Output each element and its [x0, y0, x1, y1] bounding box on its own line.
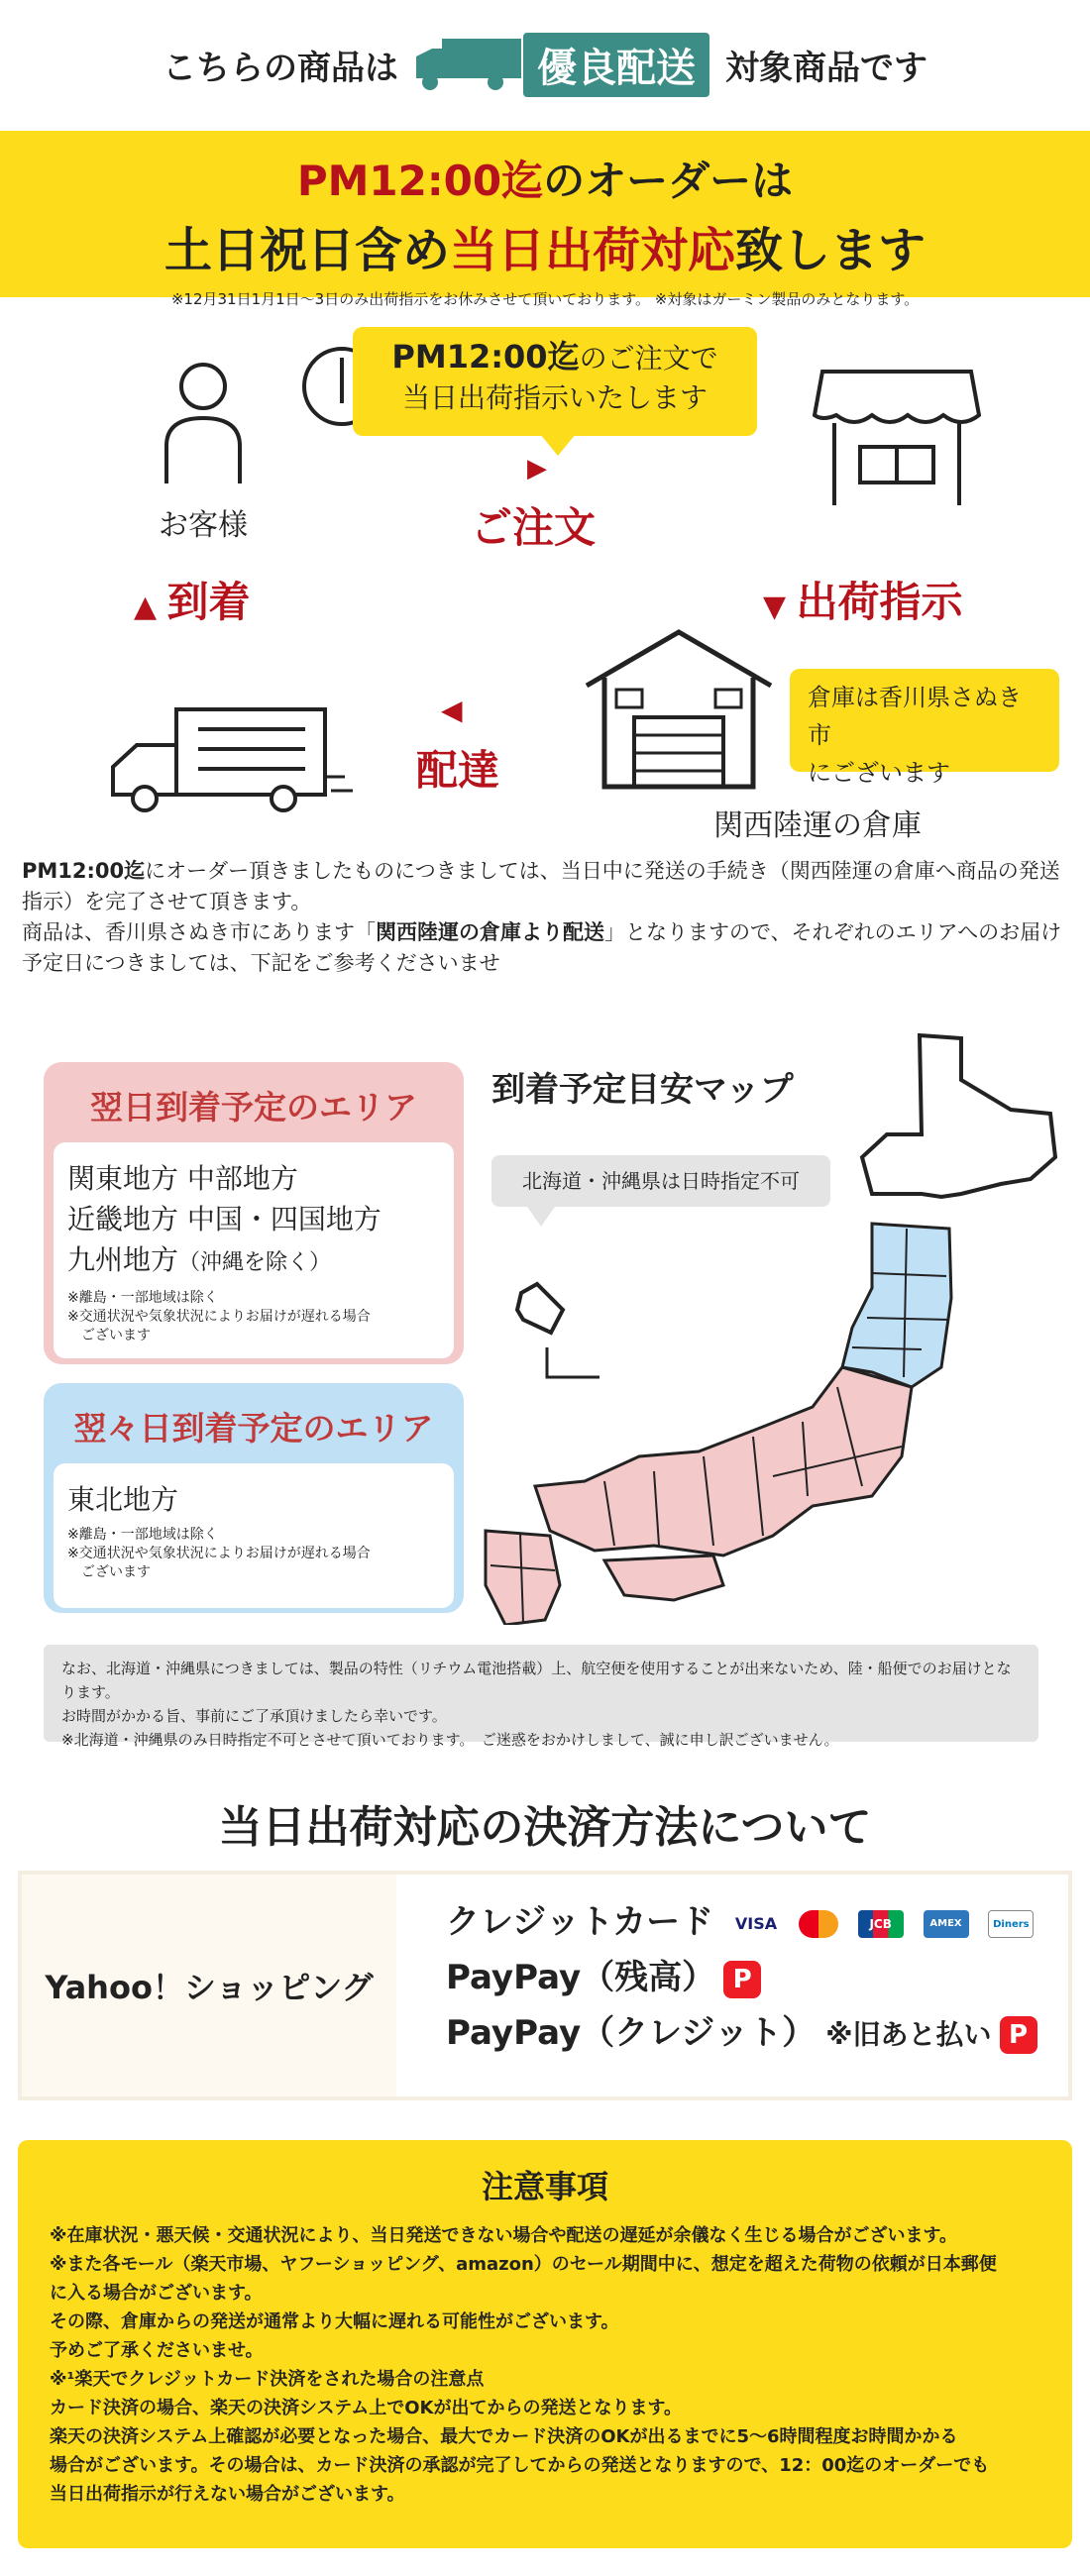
customer-icon — [159, 357, 248, 485]
amex-icon: AMEX — [924, 1910, 969, 1938]
banner-l2b: 致します — [735, 223, 926, 278]
ship-instr-label: ▼ 出荷指示 — [763, 578, 963, 626]
jcb-icon: JCB — [858, 1910, 904, 1938]
next-day-title: 翌日到着予定のエリア — [90, 1088, 417, 1127]
note-line: に入る場合がございます。 — [50, 2283, 263, 2304]
order-bubble: PM12:00迄のご注文で 当日出荷指示いたします — [353, 327, 757, 436]
day-after-title: 翌々日到着予定のエリア — [73, 1409, 434, 1448]
japan-map — [476, 1030, 1070, 1625]
header-suffix: 対象商品です — [725, 48, 927, 88]
shikoku-region — [604, 1556, 723, 1600]
tohoku-region — [842, 1224, 951, 1387]
map-bubble: 北海道・沖縄県は日時指定不可 — [491, 1155, 830, 1207]
banner-note: ※12月31日1月1日〜3日のみ出荷指示をお休みさせて頂いております。 ※対象はガーミン製品のみとなります。 — [170, 290, 920, 308]
payment-paypay-balance: PayPay（残高） P — [446, 1950, 1037, 2005]
order-arrow-icon: ▶ — [527, 454, 547, 483]
note-line: 楽天の決済システム上確認が必要となった場合、最大でカード決済のOKが出るまでに5〜6時間程度お時間かかる — [50, 2426, 958, 2447]
remark-box: なお、北海道・沖縄県につきましては、製品の特性（リチウム電池搭載）上、航空便を使用することが出来ないため、陸・船便でのお届けとなります。 お時間がかかる旨、事前にご了承頂けましたら幸いです。 ※北海道・沖縄県のみ日時指定不可とさせて頂いております。 ご迷惑をおかけしまして、誠に申し訳ございません。 — [44, 1645, 1038, 1742]
notes-title: 注意事項 — [481, 2168, 608, 2205]
delivery-badge — [414, 33, 709, 97]
banner-l1-rest: のオーダーは — [543, 157, 794, 205]
payment-paypay-credit: PayPay（クレジット） ※旧あと払い P — [446, 2005, 1037, 2063]
note-line: ※また各モール（楽天市場、ヤフーショッピング、amazon）のセール期間中に、想定を超えた荷物の依頼が日本郵便 — [50, 2254, 997, 2275]
delivery-truck-icon — [107, 705, 355, 816]
warehouse-icon — [583, 626, 775, 791]
shop-icon — [813, 362, 981, 508]
banner-deadline: PM12:00迄 — [296, 157, 544, 205]
visa-icon: VISA — [733, 1910, 779, 1938]
payment-title: 当日出荷対応の決済方法について — [218, 1802, 872, 1853]
note-line: ※¹楽天でクレジットカード決済をされた場合の注意点 — [50, 2369, 485, 2390]
truck-icon — [414, 37, 523, 92]
note-line: 場合がございます。その場合は、カード決済の承認が完了してからの発送となりますので、12：00迄のオーダーでも — [50, 2455, 990, 2476]
order-label: ご注文 — [471, 503, 597, 552]
hokkaido-region — [862, 1035, 1055, 1197]
header-prefix: こちらの商品は — [163, 48, 398, 88]
explanation-text: PM12:00迄にオーダー頂きましたものにつきましては、当日中に発送の手続き（関西陸運の倉庫へ商品の発送指示）を完了させて頂きます。 商品は、香川県さぬき市にあります「関西陸運の倉庫より配送」となりますので、それぞれのエリアへのお届け予定日につきましては、下記をご参考くださいませ — [22, 859, 1062, 975]
paypay-icon: P — [723, 1961, 761, 1998]
note-line: その際、倉庫からの発送が通常より大幅に遅れる可能性がございます。 — [50, 2311, 619, 2332]
warehouse-label: 関西陸運の倉庫 — [713, 808, 922, 843]
header — [0, 0, 1090, 129]
banner-l2-red: 当日出荷対応 — [449, 223, 735, 278]
note-line: 予めご了承くださいませ。 — [50, 2340, 264, 2361]
warehouse-bubble: 倉庫は香川県さぬき市 にございます — [790, 669, 1059, 772]
payment-table — [18, 1871, 1072, 2100]
customer-label: お客様 — [159, 508, 248, 543]
yusen-label: 優良配送 — [523, 33, 709, 97]
delivery-label: 配達 — [416, 746, 500, 795]
mastercard-icon — [799, 1910, 838, 1938]
arrival-label: ▲ 到着 — [134, 578, 251, 626]
same-day-banner — [0, 131, 1090, 308]
note-line: ※在庫状況・悪天候・交通状況により、当日発送できない場合や配送の遅延が余儀なく生じる場合がございます。 — [50, 2225, 958, 2246]
store-name: Yahoo！ショッピング — [22, 1875, 396, 2096]
banner-l2a: 土日祝日含め — [164, 223, 450, 278]
paypay-icon: P — [1000, 2016, 1037, 2054]
delivery-arrow-icon: ◀ — [441, 694, 463, 726]
diners-icon: Diners — [988, 1910, 1034, 1938]
next-day-area: 翌日到着予定のエリア 関東地方 中部地方 近畿地方 中国・四国地方 九州地方（沖縄を除く） ※離島・一部地域は除く ※交通状況や気象状況によりお届けが遅れる場合 ございます — [44, 1062, 464, 1364]
notes-box — [18, 2140, 1072, 2548]
note-line: 当日出荷指示が行えない場合がございます。 — [50, 2484, 405, 2505]
okinawa-region — [517, 1284, 563, 1333]
payment-credit: クレジットカード VISA JCB AMEX Diners — [446, 1894, 1037, 1950]
day-after-area: 翌々日到着予定のエリア 東北地方 ※離島・一部地域は除く ※交通状況や気象状況によりお届けが遅れる場合 ございます — [44, 1383, 464, 1613]
note-line: カード決済の場合、楽天の決済システム上でOKが出てからの発送となります。 — [50, 2398, 683, 2418]
map-title: 到着予定目安マップ — [491, 1070, 794, 1110]
